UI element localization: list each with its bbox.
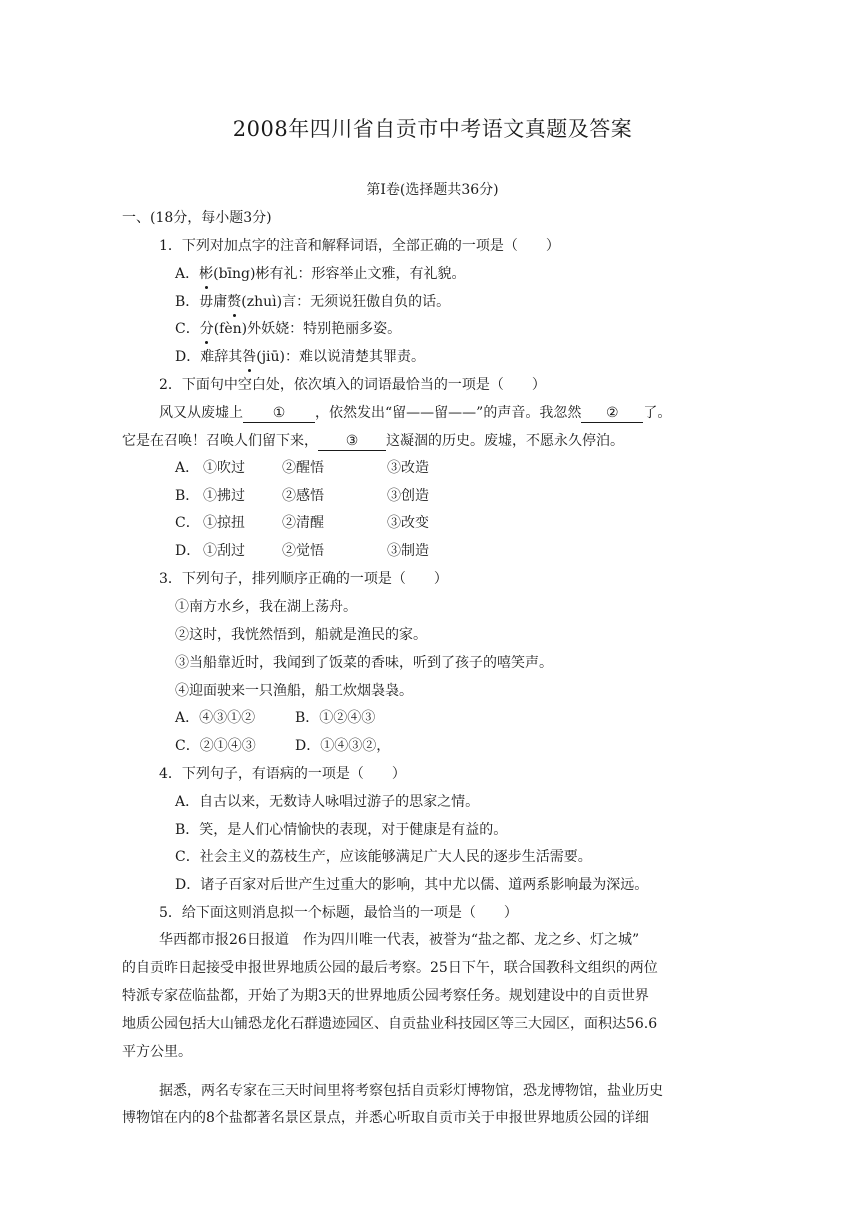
q2-text: 这凝涸的历史。废墟，不愿永久停泊。 [386, 433, 624, 449]
q1-d-prefix: D．难辞其 [175, 349, 243, 365]
q2-option-letter: D． [175, 543, 201, 559]
q1-d-text: (jiū)：难以说清楚其罪责。 [256, 349, 425, 365]
q2-option-a [175, 458, 429, 478]
q2-option-d [175, 541, 429, 561]
q5-news-line: 平方公里。 [122, 1044, 192, 1060]
q3-options-row2 [175, 736, 390, 756]
q5-news-line: 华西都市报26日报道 作为四川唯一代表，被誉为“盐之都、龙之乡、灯之城” [159, 932, 640, 948]
q3-sentence-2: ②这时，我恍然悟到，船就是渔民的家。 [175, 627, 427, 643]
q2-text: 它是在召唤！召唤人们留下来， [122, 433, 318, 449]
q2-choice: ①刮过 [203, 543, 245, 559]
q3-sentence-1: ①南方水乡，我在湖上荡舟。 [175, 599, 357, 615]
q1-a-dotted-char: 彬 [199, 266, 214, 282]
q2-choice: ③制造 [387, 543, 429, 559]
q2-choice: ②感悟 [282, 488, 324, 504]
q3-sentence-3: ③当船靠近时，我闻到了饭菜的香味，听到了孩子的嘻笑声。 [175, 655, 553, 671]
q1-option-d [175, 347, 425, 367]
q5-news-line: 的自贡昨日起接受申报世界地质公园的最后考察。25日下午，联合国教科文组织的两位 [122, 960, 658, 976]
q5-news-line: 据悉，两名专家在三天时间里将考察包括自贡彩灯博物馆，恐龙博物馆，盐业历史 [159, 1083, 663, 1099]
q5-news-line: 特派专家莅临盐都，开始了为期3天的世界地质公园考察任务。规划建设中的自贡世界 [122, 988, 649, 1004]
q2-choice: ②觉悟 [282, 543, 324, 559]
q3-options-row1 [175, 708, 375, 728]
q1-c-dotted-char: 分 [199, 321, 214, 337]
q2-choice: ③改造 [387, 460, 429, 476]
q3-option-a: A．④③①② [175, 710, 256, 726]
q5-news-line: 地质公园包括大山铺恐龙化石群遗迹园区、自贡盐业科技园区等三大园区，面积达56.6 [122, 1016, 658, 1032]
section-heading: 第Ⅰ卷(选择题共36分) [366, 182, 499, 198]
q2-option-b [175, 486, 429, 506]
q3-option-b: B．①②④③ [295, 710, 376, 726]
q1-option-c [175, 319, 401, 339]
q1-b-dotted-char: 赘 [227, 294, 242, 310]
q5-news-line: 博物馆在内的8个盐都著名景区景点，并悉心听取自贡市关于申报世界地质公园的详细 [122, 1110, 649, 1126]
q1-a-prefix: A． [175, 266, 200, 282]
q2-passage-line2 [122, 431, 624, 451]
q3-option-d: D．①④③②， [295, 738, 391, 754]
q1-option-b [175, 292, 450, 312]
q2-blank-1: ① [243, 405, 315, 423]
q1-stem: 1．下列对加点字的注音和解释词语，全部正确的一项是（ ） [159, 238, 560, 254]
q4-option-a: A．自古以来，无数诗人咏唱过游子的思家之情。 [175, 794, 480, 810]
q3-option-c: C．②①④③ [175, 738, 256, 754]
q3-stem: 3．下列句子，排列顺序正确的一项是（ ） [159, 571, 448, 587]
q2-choice: ②清醒 [282, 515, 324, 531]
q1-c-text: (fèn)外妖娆：特别艳丽多姿。 [213, 321, 402, 337]
q4-option-b: B．笑，是人们心情愉快的表现，对于健康是有益的。 [175, 822, 508, 838]
q1-d-dotted-char: 咎 [242, 349, 257, 365]
q2-choice: ①拂过 [203, 488, 245, 504]
q4-option-d: D．诸子百家对后世产生过重大的影响，其中尤以儒、道两系影响最为深远。 [175, 877, 649, 893]
q2-text: 了。 [643, 405, 672, 421]
q1-option-a [175, 264, 465, 284]
q2-option-letter: B． [175, 488, 200, 504]
q1-b-prefix: B．毋庸 [175, 294, 228, 310]
q2-blank-3: ③ [318, 433, 386, 451]
q2-option-c [175, 513, 429, 533]
q2-stem: 2．下面句中空白处，依次填入的词语最恰当的一项是（ ） [159, 377, 546, 393]
q4-stem: 4．下列句子，有语病的一项是（ ） [159, 766, 406, 782]
q1-a-text: (bīng)彬有礼：形容举止文雅，有礼貌。 [213, 266, 466, 282]
q2-passage-line1 [159, 403, 671, 423]
q2-text: ，依然发出“留——留——”的声音。我忽然 [315, 405, 582, 421]
q2-choice: ①掠扭 [203, 515, 245, 531]
q3-sentence-4: ④迎面驶来一只渔船，船工炊烟袅袅。 [175, 683, 413, 699]
q2-choice: ③创造 [387, 488, 429, 504]
q2-option-letter: C． [175, 515, 200, 531]
q1-c-prefix: C． [175, 321, 200, 337]
q2-choice: ②醒悟 [282, 460, 324, 476]
page-title: 2008年四川省自贡市中考语文真题及答案 [232, 117, 633, 141]
part-heading: 一、(18分，每小题3分) [122, 210, 272, 226]
q5-stem: 5．给下面这则消息拟一个标题，最恰当的一项是（ ） [159, 905, 518, 921]
q1-b-text: (zhuì)言：无须说狂傲自负的话。 [241, 294, 451, 310]
q2-choice: ①吹过 [203, 460, 245, 476]
q2-choice: ③改变 [387, 515, 429, 531]
q2-blank-2: ② [581, 405, 643, 423]
q2-text: 风又从废墟上 [159, 405, 243, 421]
q4-option-c: C．社会主义的荔枝生产，应该能够满足广大人民的逐步生活需要。 [175, 849, 592, 865]
q2-option-letter: A． [175, 460, 200, 476]
